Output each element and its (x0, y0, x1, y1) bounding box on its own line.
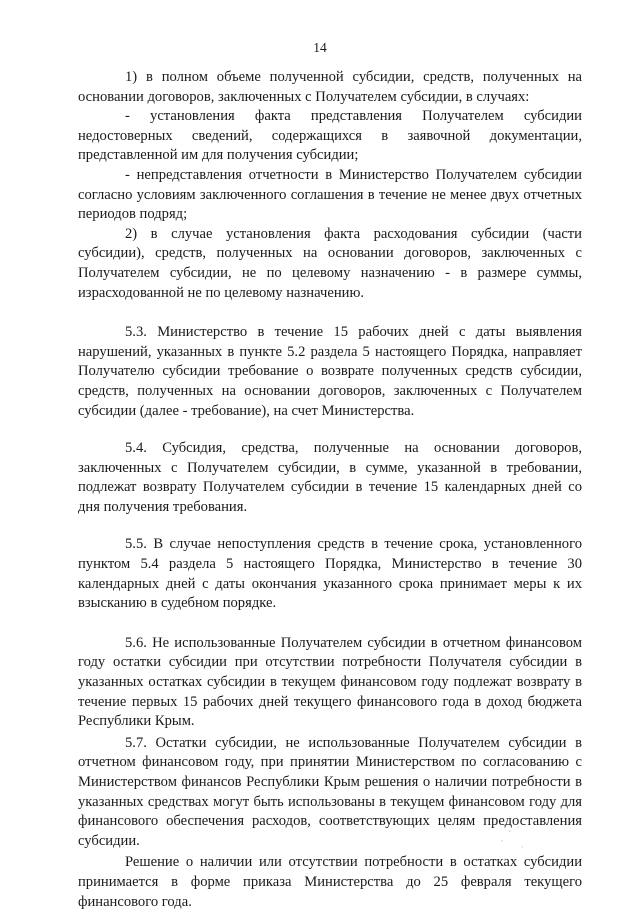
document-body (78, 68, 582, 912)
paragraph-5-4: 5.4. Субсидия, средства, полученные на основании договоров, заключенных с Получателем субсидии, в сумме, указанной в требовании, подлежат возврату Получателем субсидии в течение 15 календарных дней со дня получения требования. (78, 440, 582, 515)
paragraph-5-6: 5.6. Не использованные Получателем субсидии в отчетном финансовом году остатки субсидии при отсутствии потребности Получателя субсидии в указанных остатках субсидии в текущем финансовом году подлежат возврату в течение первых 15 рабочих дней текущего финансового года в доход бюджета Республики Крым. (78, 634, 582, 730)
scan-speckle-marks (488, 817, 528, 857)
paragraph-5-3: 5.3. Министерство в течение 15 рабочих дней с даты выявления нарушений, указанных в пункте 5.2 раздела 5 настоящего Порядка, направляет Получателю субсидии требование о возврате полученных средств субсидии, средств, полученных на основании договоров, заключенных с Получателем субсидии (далее - требование), на счет Министерства. (78, 324, 582, 419)
paragraph-decision: Решение о наличии или отсутствии потребности в остатках субсидии принимается в форме приказа Министерства до 25 февраля текущего финансового года. (78, 854, 582, 910)
paragraph-false-information: - установления факта представления Получателем субсидии недостоверных сведений, содержащихся в заявочной документации, представленной им для получения субсидии; (78, 108, 582, 164)
page-number: 14 (313, 40, 327, 55)
paragraph-return-full-subsidy: 1) в полном объеме полученной субсидии, средств, полученных на основании договоров, заключенных с Получателем субсидии, в случаях: (78, 69, 582, 105)
paragraph-misuse-of-funds: 2) в случае установления факта расходования субсидии (части субсидии), средств, полученных на основании договоров, заключенных с Получателем субсидии, не по целевому назначению - в размере суммы, израсходованной не по целевому назначению. (78, 225, 582, 301)
paragraph-missing-reports: - непредставления отчетности в Министерство Получателем субсидии согласно условиям заключенного соглашения в течение не менее двух отчетных периодов подряд; (78, 166, 582, 223)
paragraph-5-5: 5.5. В случае непоступления средств в течение срока, установленного пунктом 5.4 раздела 5 настоящего Порядка, Министерство в течение 30 календарных дней с даты окончания указанного срока принимает меры к их взысканию в судебном порядке. (78, 536, 582, 612)
paragraph-5-7: 5.7. Остатки субсидии, не использованные Получателем субсидии в отчетном финансовом году, при принятии Министерством по согласованию с Министерством финансов Республики Крым решения о наличии потребности в указанных средствах могут быть использованы в текущем финансовом году для финансового обеспечения расходов, соответствующих целям предоставления субсидии. (78, 734, 582, 849)
